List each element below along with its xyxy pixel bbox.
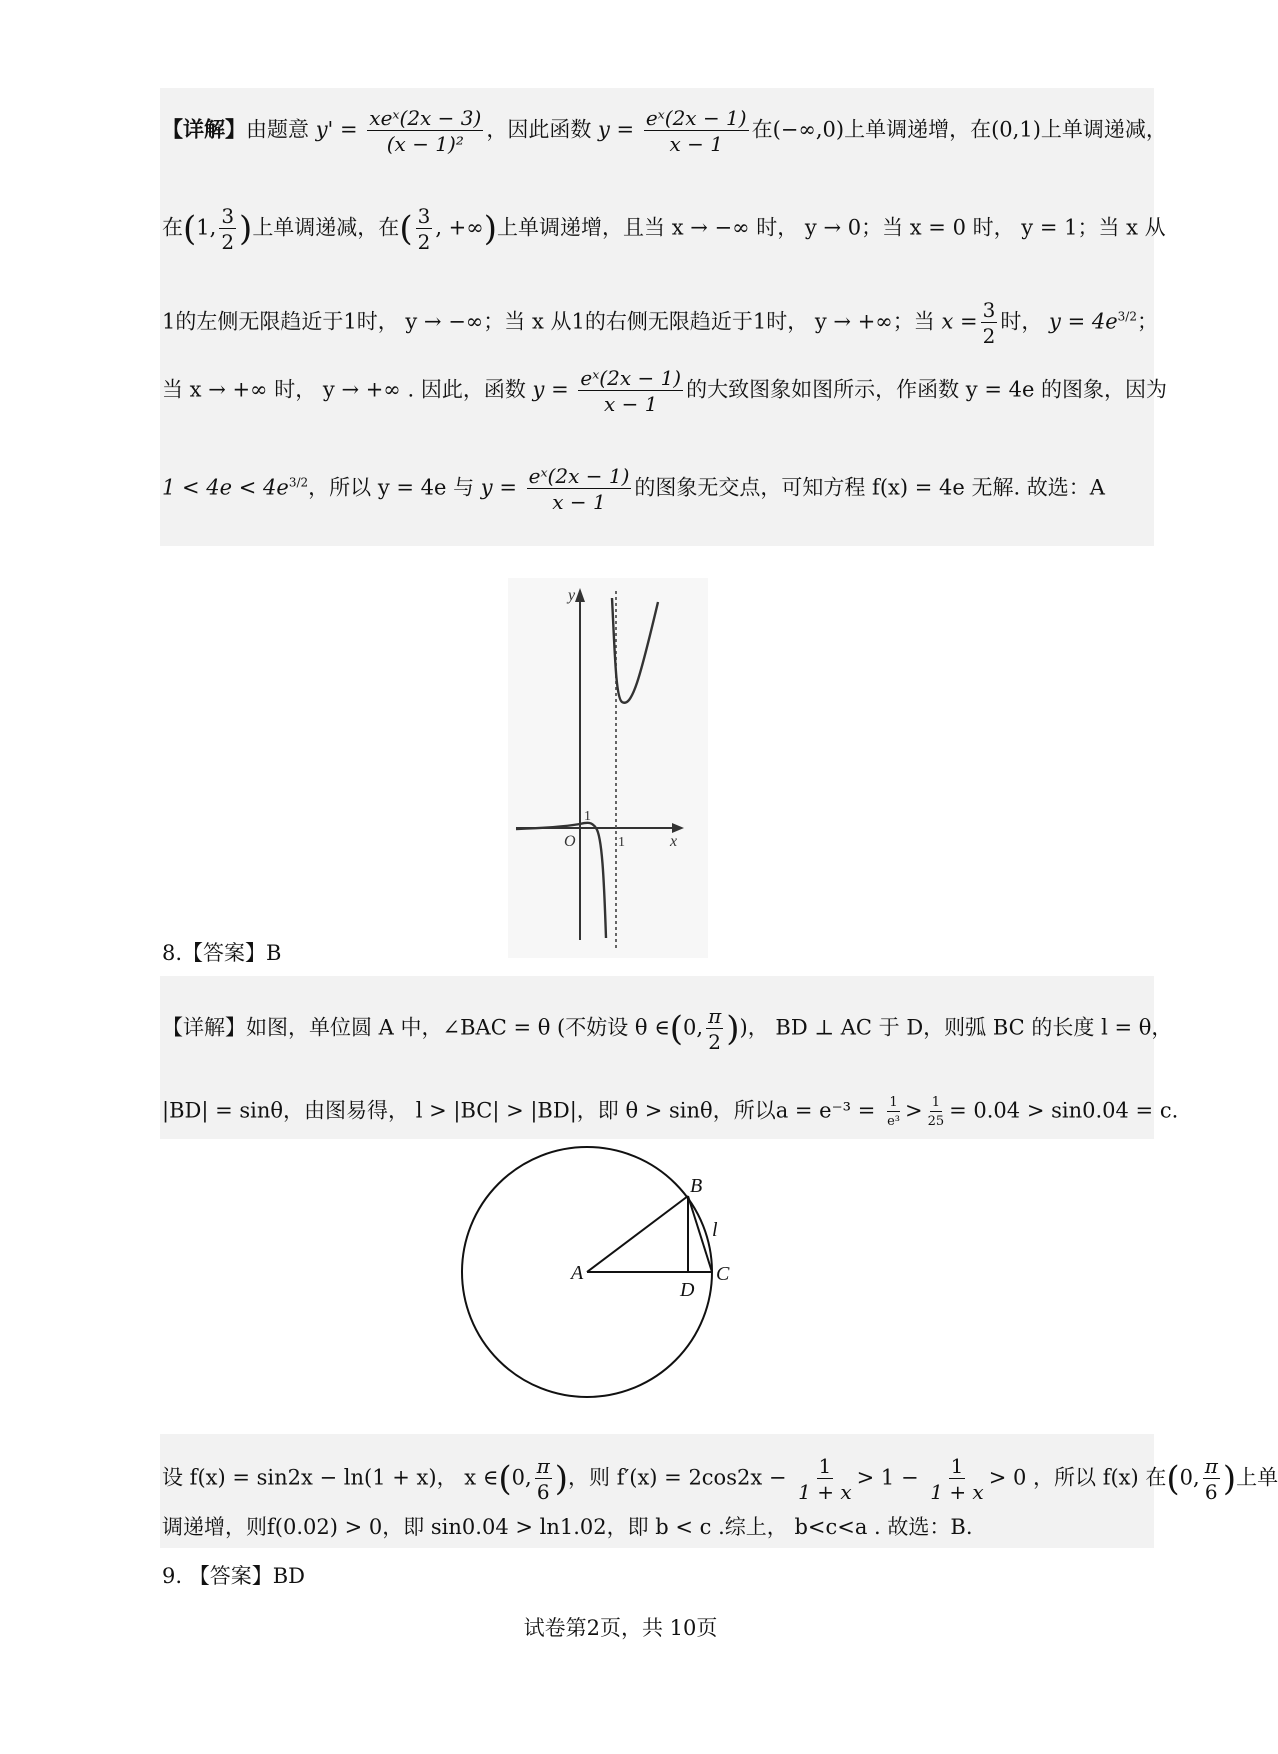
page-footer: 试卷第2页，共 10页 — [523, 1616, 718, 1640]
function-graph — [508, 578, 708, 958]
function-fraction: $\frac{\text{eˣ(2x − 1)}}{x - 1}$ — [645, 106, 747, 156]
block1-line-2: 在(1, $\frac{3}{2}$ )上单调递减，在( $\frac{3}{2}$ , +∞)上单调递增，且当 x → −∞ 时， y → 0；当 x = 0 时， y = 1；当 x 从 — [162, 204, 1166, 254]
label-c: C — [716, 1263, 730, 1285]
segment-bc — [688, 1196, 712, 1272]
block3-line-2: 调递增，则f(0.02) > 0，即 sin0.04 > ln1.02，即 b < c .综上， b<c<a . 故选：B. — [162, 1515, 973, 1539]
unit-circle-figure — [440, 1140, 740, 1420]
label-l: l — [712, 1219, 718, 1241]
block2-line-1: 【详解】如图，单位圆 A 中，∠BAC = θ (不妨设 θ ∈(0, $\frac{\pi}{2}$ ))， BD ⊥ AC 于 D，则弧 BC 的长度 l = θ， — [162, 1004, 1173, 1054]
block3-line-1: 设 f(x) = sin2x − ln(1 + x)， x ∈(0, $\frac{\pi}{6}$ )，则 f′(x) = 2cos2x − $\frac{1}{1 + x}$ > 1 − $\frac{1}{1 + x}$ > 0 ，所以 f(x) 在(0, $\frac{\pi}{6}$ )上单 — [162, 1454, 1278, 1504]
y-tick-label: 1 — [584, 809, 591, 824]
logo-url: bendi5.com — [1124, 1718, 1189, 1731]
y-axis-label: y — [568, 587, 576, 604]
label-a: A — [571, 1262, 584, 1284]
block2-line-2: |BD| = sinθ，由图易得， l > |BC| > |BD|，即 θ > sinθ，所以a = e⁻³ = $\frac{1}{\text{e³}}$ > $\frac{1}{25}$ = 0.04 > sin0.04 = c. — [162, 1095, 1179, 1129]
detail-label: 【详解】 — [162, 116, 246, 142]
label-d: D — [680, 1279, 695, 1301]
logo-name: 本地屋 — [1124, 1690, 1203, 1720]
answer-8-heading: 8.【答案】B — [162, 941, 282, 965]
segment-ab — [587, 1196, 688, 1272]
block1-line-1: 【详解】由题意 y' = $\frac{\text{xeˣ(2x − 3)}}{\text{(x − 1)²}}$ ，因此函数 y = $\frac{\text{eˣ(2x − 1)}}{x - 1}$ 在(−∞,0)上单调递增，在(0,1)上单调递减， — [162, 106, 1167, 156]
answer-9-heading: 9. 【答案】BD — [162, 1564, 305, 1588]
house-icon — [1086, 1690, 1126, 1726]
x-axis-label: x — [670, 833, 678, 850]
label-b: B — [690, 1175, 703, 1197]
block1-line-4: 当 x → +∞ 时， y → +∞ . 因此，函数 y = $\frac{\text{eˣ(2x − 1)}}{x - 1}$ 的大致图象如图所示，作函数 y = 4e 的图象，因为 — [162, 366, 1168, 416]
block1-line-3: 1的左侧无限趋近于1时， y → −∞；当 x 从1的右侧无限趋近于1时， y → +∞；当 x = $\frac{3}{2}$ 时， $y = 4e^{3/2}$； — [162, 298, 1158, 348]
x-tick-label: 1 — [618, 835, 625, 850]
derivative-fraction: $\frac{\text{xeˣ(2x − 3)}}{\text{(x − 1)²}}$ — [369, 106, 482, 156]
origin-label: O — [564, 833, 576, 850]
block1-line-5: $1 < 4e < 4e^{3/2}$，所以 y = 4e 与 y = $\frac{\text{eˣ(2x − 1)}}{x - 1}$ 的图象无交点，可知方程 f(x) = 4e 无解. 故选：A — [162, 464, 1105, 514]
